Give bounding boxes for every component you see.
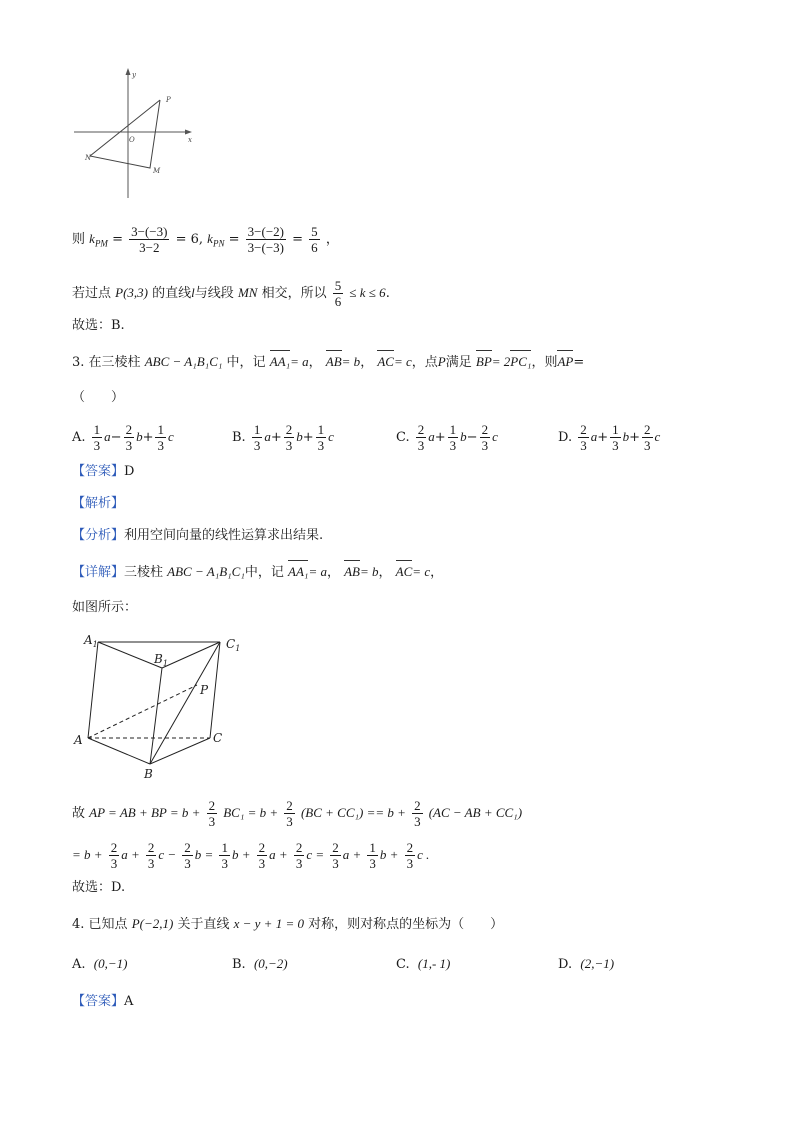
text: = 2 — [491, 354, 511, 369]
option-label: C. — [396, 957, 410, 972]
num: 2 — [184, 840, 191, 855]
sign: + — [434, 430, 446, 445]
fraction — [182, 840, 193, 871]
text: 中，记 — [226, 355, 266, 370]
text: = a — [290, 354, 309, 369]
text: ， — [430, 565, 444, 580]
label-a1 — [83, 633, 98, 649]
den: 6 — [334, 294, 342, 309]
k-pn: k — [207, 231, 213, 246]
prism-name: ABC − A₁B₁C₁ — [167, 564, 245, 579]
num: 2 — [481, 422, 489, 437]
vector-ab: AB — [344, 562, 360, 582]
num: 3−(−2) — [247, 224, 284, 239]
k-pm-fraction — [129, 224, 169, 255]
den: 3 — [644, 438, 651, 453]
label-b1 — [153, 652, 168, 668]
fig1-m-label: M — [153, 167, 161, 175]
num: 1 — [317, 422, 325, 437]
num: 2 — [644, 422, 651, 437]
num: 2 — [110, 840, 118, 855]
fraction — [257, 840, 268, 871]
den: 3 — [612, 438, 619, 453]
sign: − — [110, 430, 122, 445]
den: 3 — [414, 814, 421, 829]
vector-b: b — [460, 429, 467, 444]
answer-tag: 【答案】 — [72, 464, 125, 479]
k-pm-value: = 6, — [175, 232, 204, 247]
den: 3 — [208, 814, 216, 829]
calc-part: a + — [342, 847, 362, 862]
a1-letter: A — [84, 633, 93, 647]
vector-ab: AB — [326, 352, 342, 372]
text: = c — [393, 354, 412, 369]
option-label: A. — [72, 957, 86, 972]
num: 1 — [253, 422, 261, 437]
segment-mn: MN — [237, 285, 258, 300]
calc-part: b + — [231, 847, 251, 862]
text: 三棱柱 — [124, 565, 164, 580]
num: 1 — [93, 422, 101, 437]
fraction — [294, 840, 305, 871]
num: 2 — [417, 422, 425, 437]
num: 2 — [147, 840, 155, 855]
sign: + — [597, 430, 609, 445]
k-pn-fraction — [246, 224, 286, 255]
answer-value: D — [124, 464, 135, 479]
vector-c: c — [167, 429, 174, 444]
label-c1 — [226, 637, 240, 653]
den: 3 — [184, 856, 191, 871]
den: 3 — [481, 438, 489, 453]
vector-b: b — [136, 429, 143, 444]
answer-3 — [72, 462, 134, 482]
vector-a: a — [264, 429, 271, 444]
num: 1 — [157, 422, 164, 437]
text: 4. 已知点 — [72, 917, 128, 932]
vector-c: c — [328, 429, 334, 444]
vector-ac: AC — [396, 562, 413, 582]
q4-option-b[interactable] — [232, 956, 288, 972]
text: 的直线 — [152, 286, 192, 301]
den: 3 — [110, 856, 118, 871]
den: 3 — [258, 856, 266, 871]
fraction — [480, 422, 491, 453]
intersection-line — [72, 278, 390, 309]
calc-part: = b + — [72, 847, 103, 862]
calc-part: a + — [121, 847, 140, 862]
label-c: C — [213, 731, 223, 745]
fraction — [284, 422, 295, 453]
fenxi-line — [72, 526, 323, 546]
choose-d: 故选：D. — [72, 880, 126, 895]
option-label: C. — [396, 430, 410, 445]
num: 2 — [414, 798, 421, 813]
num: 2 — [125, 422, 133, 437]
num: 2 — [208, 798, 216, 813]
den: 3 — [449, 438, 457, 453]
vector-a: a — [590, 429, 598, 444]
sign: + — [302, 430, 314, 445]
fraction — [610, 422, 621, 453]
num: 2 — [286, 798, 293, 813]
vector-bp: BP — [476, 352, 492, 372]
option-label: B. — [232, 957, 246, 972]
option-b[interactable] — [232, 422, 334, 453]
sign: − — [466, 430, 478, 445]
calc-line-1 — [72, 798, 522, 829]
fenxi-text: 利用空间向量的线性运算求出结果. — [124, 528, 324, 543]
answer-value: A — [124, 994, 134, 1009]
option-d[interactable] — [558, 422, 660, 453]
den: 3 — [157, 438, 164, 453]
den: 3 — [93, 438, 101, 453]
prism-figure — [70, 628, 260, 784]
line-equation: x − y + 1 = 0 — [233, 916, 304, 931]
text: ， — [325, 232, 339, 247]
xiangjie-tag: 【详解】 — [72, 565, 125, 580]
vector-pc1: PC₁ — [510, 352, 531, 372]
question-3-paren: （ ） — [72, 390, 125, 405]
option-label: B. — [232, 430, 246, 445]
prism-name: ABC − A₁B₁C₁ — [144, 354, 223, 369]
fraction — [367, 840, 378, 871]
vector-ac: AC — [377, 352, 394, 372]
analysis-tag: 【解析】 — [72, 496, 125, 511]
num: 2 — [285, 422, 293, 437]
fraction — [155, 422, 166, 453]
den: 3 — [147, 856, 155, 871]
calc-line-2 — [72, 840, 429, 871]
den: 3 — [417, 438, 425, 453]
fig1-x-label: x — [188, 136, 192, 144]
fenxi-tag: 【分析】 — [72, 528, 125, 543]
calc-part: (BC + CC₁) == b + — [300, 805, 406, 820]
label-a: A — [74, 733, 83, 747]
vector-ap: AP — [557, 352, 573, 372]
k-pm-sub: PM — [94, 238, 108, 249]
vector-c: c — [492, 429, 498, 444]
answer-tag: 【答案】 — [72, 994, 125, 1009]
label-b: B — [144, 767, 153, 781]
point-p: P(−2,1) — [131, 916, 174, 931]
sign: + — [629, 430, 641, 445]
text: 3. 在三棱柱 — [72, 355, 141, 370]
k-pn-sub: PN — [212, 238, 225, 249]
five-sixths — [333, 278, 344, 309]
option-c[interactable] — [396, 422, 498, 453]
sign: + — [142, 430, 154, 445]
text: 相交，所以 — [261, 286, 327, 301]
point-p: P — [437, 354, 446, 369]
option-value: (0,−1) — [93, 956, 128, 971]
text: 中，记 — [244, 565, 284, 580]
q4-option-a[interactable] — [72, 956, 127, 972]
calc-part: a + — [269, 847, 288, 862]
num: 2 — [406, 840, 414, 855]
den: 3 — [286, 814, 293, 829]
text: = — [573, 355, 585, 370]
den: 3−(−3) — [247, 240, 284, 255]
question-4-stem — [72, 914, 503, 935]
text: = b — [341, 354, 361, 369]
question-3-stem: 3. 在三棱柱 ABC − A₁B₁C₁ 中，记 AA₁= a， AB= b， AC= c，点P满足 BP= 2PC₁，则AP= — [72, 354, 585, 370]
xiangjie-line: 【详解】三棱柱 ABC − A₁B₁C₁中，记 AA₁= a， AB= b， AC= c， — [72, 564, 444, 580]
option-value: (0,−2) — [253, 956, 288, 971]
option-a[interactable] — [72, 422, 174, 453]
line-l: l — [191, 285, 195, 300]
label-p: P — [200, 683, 209, 697]
den: 3 — [125, 438, 133, 453]
fig1-y-label: y — [132, 71, 136, 79]
calc-part: b + — [379, 847, 399, 862]
fraction — [92, 422, 103, 453]
num: 3−(−3) — [131, 224, 168, 239]
num: 2 — [332, 840, 339, 855]
text: 与线段 — [194, 286, 234, 301]
vector-b: b — [296, 429, 303, 444]
fraction — [330, 840, 341, 871]
fraction — [316, 422, 327, 453]
fraction — [448, 422, 459, 453]
num: 1 — [612, 422, 619, 437]
num: 2 — [295, 840, 303, 855]
vector-aa1: AA₁ — [270, 352, 290, 372]
fig1-origin-label: O — [129, 136, 135, 144]
den: 6 — [311, 240, 318, 255]
text: 故 — [72, 806, 86, 821]
den: 3 — [317, 438, 325, 453]
calc-part: c = — [306, 847, 325, 862]
inequality: ≤ k ≤ 6 — [349, 285, 386, 300]
text: = b — [360, 564, 379, 579]
c1-sub: 1 — [235, 644, 241, 653]
vector-aa1: AA₁ — [288, 562, 308, 582]
option-label: D. — [558, 430, 573, 445]
calc-part: c − — [158, 847, 177, 862]
fraction — [578, 422, 589, 453]
b1-letter: B — [154, 652, 163, 666]
num: 5 — [311, 224, 318, 239]
vector-b: b — [622, 429, 630, 444]
num: 2 — [258, 840, 266, 855]
calc-part: b = — [194, 847, 214, 862]
choose-b: 故选：B. — [72, 318, 125, 333]
den: 3 — [295, 856, 303, 871]
text: 满足 — [445, 355, 472, 370]
sign: + — [270, 430, 282, 445]
slope-line: 则 $k_{PM}$ = $\frac{3-(-3)}{3-2}$ = 6, $k_{PN}$ = $\frac{3-(-2)}{3-(-3)}$ = $\frac{5}{6}$ ， — [72, 224, 339, 255]
fraction — [642, 422, 653, 453]
fig1-n-label: N — [85, 154, 92, 162]
text: . — [385, 286, 390, 301]
fig1-p-label: P — [166, 96, 171, 104]
den: 3 — [332, 856, 339, 871]
text: ，点 — [411, 355, 438, 370]
den: 3 — [221, 856, 228, 871]
option-label: D. — [558, 957, 573, 972]
den: 3−2 — [139, 240, 160, 255]
k-pm: k — [89, 231, 95, 246]
coordinate-figure — [70, 66, 200, 200]
vector-c: c — [654, 429, 661, 444]
option-value: (2,−1) — [580, 956, 615, 971]
fraction — [146, 840, 157, 871]
fraction — [207, 798, 218, 829]
den: 3 — [369, 856, 376, 871]
text: 关于直线 — [177, 917, 230, 932]
num: 5 — [334, 278, 342, 293]
calc-part: AP = AB + BP = b + — [89, 805, 201, 820]
rutu-line: 如图所示： — [72, 600, 138, 615]
den: 3 — [580, 438, 587, 453]
fraction — [405, 840, 416, 871]
option-label: A. — [72, 430, 86, 445]
text: 若过点 — [72, 286, 112, 301]
fraction — [124, 422, 135, 453]
num: 1 — [369, 840, 376, 855]
text: 对称，则对称点的坐标为（ ） — [308, 917, 504, 932]
calc-part: BC₁ = b + — [223, 805, 279, 820]
num: 1 — [221, 840, 228, 855]
point-p: P(3,3) — [115, 285, 149, 300]
answer-4 — [72, 992, 133, 1012]
den: 3 — [406, 856, 414, 871]
fraction — [416, 422, 427, 453]
fraction — [219, 840, 230, 871]
text: = c — [412, 564, 431, 579]
fraction — [412, 798, 423, 829]
vector-a: a — [104, 429, 111, 444]
num: 1 — [449, 422, 457, 437]
num: 2 — [580, 422, 587, 437]
den: 3 — [285, 438, 293, 453]
fraction — [109, 840, 120, 871]
c1-letter: C — [226, 637, 236, 651]
k-pn-result — [309, 224, 320, 255]
calc-part: c . — [417, 847, 430, 862]
q4-option-d[interactable] — [558, 956, 614, 972]
option-value: (1,- 1) — [417, 956, 451, 971]
q4-option-c[interactable] — [396, 956, 450, 972]
text: ，则 — [531, 355, 558, 370]
b1-sub: 1 — [162, 659, 168, 668]
a1-sub: 1 — [92, 640, 98, 649]
fraction — [284, 798, 295, 829]
calc-part: (AC − AB + CC₁) — [428, 805, 523, 820]
den: 3 — [253, 438, 261, 453]
fraction — [252, 422, 263, 453]
vector-a: a — [428, 429, 435, 444]
text: = a — [308, 564, 327, 579]
text: 则 — [72, 232, 86, 247]
